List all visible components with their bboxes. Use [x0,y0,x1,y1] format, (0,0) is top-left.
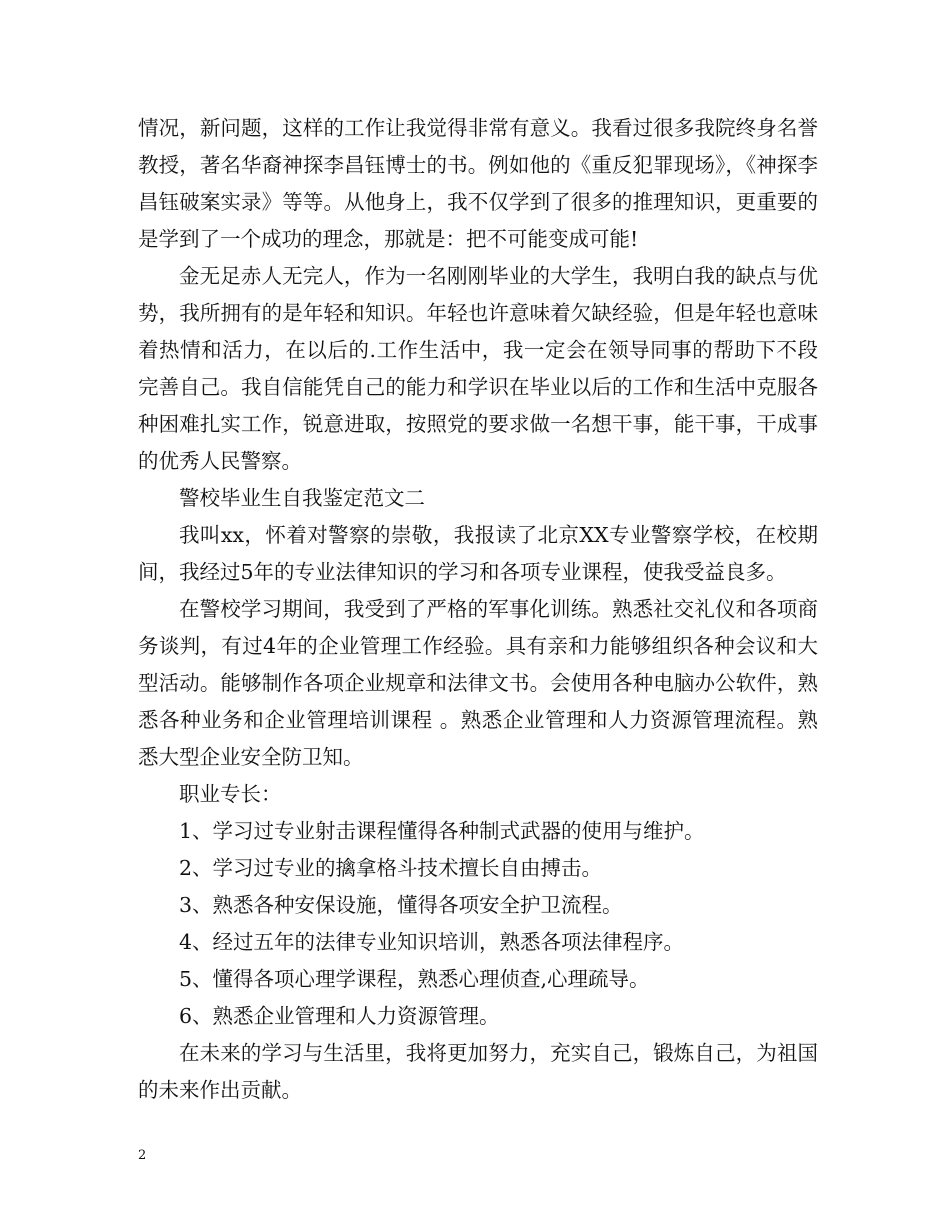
section-heading: 警校毕业生自我鉴定范文二 [179,486,425,510]
paragraph-training: 在警校学习期间，我受到了严格的军事化训练。熟悉社交礼仪和各项商务谈判，有过4年的企业管理工作经验。具有亲和力能够组织各种会议和大型活动。能够制作各项企业规章和法律文书。会使用各种电脑办公软件，熟悉各种业务和企业管理培训课程 。熟悉企业管理和人力资源管理流程。熟悉大型企业安全防卫知。 [138,597,818,769]
specialty-item-2: 2、学习过专业的擒拿格斗技术擅长自由搏击。 [179,856,603,880]
paragraph-intro: 我叫xx，怀着对警察的崇敬，我报读了北京XX专业警察学校，在校期间，我经过5年的专业法律知识的学习和各项专业课程，使我受益良多。 [138,523,818,584]
paragraph-2: 金无足赤人无完人，作为一名刚刚毕业的大学生，我明白我的缺点与优势，我所拥有的是年轻和知识。年轻也许意味着欠缺经验，但是年轻也意味着热情和活力，在以后的.工作生活中，我一定会在领导同事的帮助下不段完善自己。我自信能凭自己的能力和学识在毕业以后的工作和生活中克服各种困难扎实工作，锐意进取，按照党的要求做一名想干事，能干事，干成事的优秀人民警察。 [138,264,818,473]
specialty-item-4: 4、经过五年的法律专业知识培训，熟悉各项法律程序。 [179,930,685,954]
specialty-item-3: 3、熟悉各种安保设施，懂得各项安全护卫流程。 [179,893,623,917]
paragraph-closing: 在未来的学习与生活里，我将更加努力，充实自己，锻炼自己，为祖国的未来作出贡献。 [138,1041,818,1102]
paragraph-1: 情况，新问题，这样的工作让我觉得非常有意义。我看过很多我院终身名誉教授，著名华裔神探李昌钰博士的书。例如他的《重反犯罪现场》，《神探李昌钰破案实录》等等。从他身上，我不仅学到了很多的推理知识，更重要的是学到了一个成功的理念，那就是：把不可能变成可能! [138,116,818,251]
specialty-item-5: 5、懂得各项心理学课程，熟悉心理侦查,心理疏导。 [179,967,650,991]
specialty-item-6: 6、熟悉企业管理和人力资源管理。 [179,1004,500,1028]
document-body [138,110,818,1109]
specialty-item-1: 1、学习过专业射击课程懂得各种制式武器的使用与维护。 [179,819,705,843]
page-number: 2 [138,1148,147,1163]
specialty-heading: 职业专长： [179,782,282,806]
